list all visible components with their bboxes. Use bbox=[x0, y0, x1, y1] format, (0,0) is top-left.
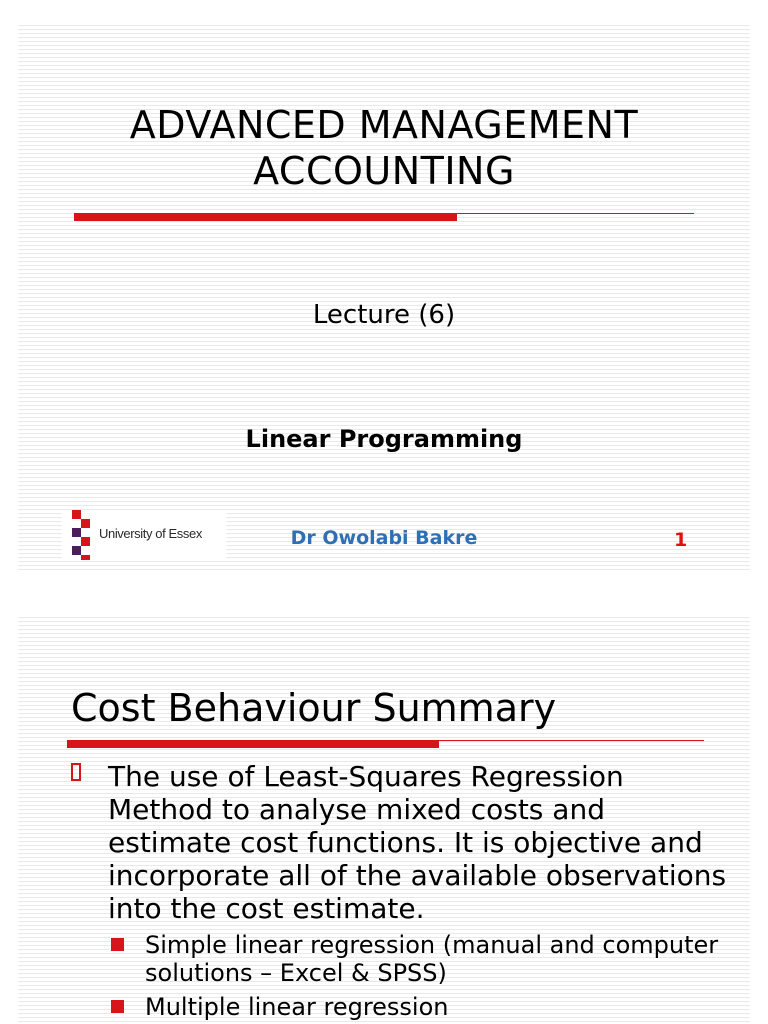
bullet-list bbox=[71, 760, 731, 1021]
list-item bbox=[71, 760, 731, 925]
sub-bullet-text: Simple linear regression (manual and computer solutions – Excel & SPSS) bbox=[145, 931, 719, 987]
title-line-2: ACCOUNTING bbox=[253, 149, 515, 193]
author-name: Dr Owolabi Bakre bbox=[290, 527, 478, 549]
slide-title bbox=[18, 102, 750, 194]
logo-square bbox=[81, 555, 90, 560]
bullet-text: The use of Least-Squares Regression Method to analyse mixed costs and estimate cost functions. It is objective and incorporate all of the available observations into the cost estimate. bbox=[108, 760, 727, 925]
title-underline-thick bbox=[67, 740, 439, 748]
logo-square bbox=[72, 510, 81, 519]
square-bullet-icon bbox=[111, 1000, 124, 1013]
sub-list-item bbox=[71, 993, 731, 1021]
title-slide bbox=[18, 22, 750, 572]
logo-text: University of Essex bbox=[99, 526, 202, 541]
title-underline-thick bbox=[74, 213, 457, 221]
lecture-number: Lecture (6) bbox=[312, 300, 456, 330]
bullet-box-icon bbox=[71, 763, 81, 781]
title-line-1: ADVANCED MANAGEMENT bbox=[129, 103, 639, 147]
content-slide bbox=[18, 614, 750, 1024]
lecture-topic: Linear Programming bbox=[245, 425, 523, 453]
page-number: 1 bbox=[674, 529, 688, 551]
square-bullet-icon bbox=[111, 938, 124, 951]
sub-bullet-text: Multiple linear regression bbox=[145, 993, 449, 1021]
slide-title: Cost Behaviour Summary bbox=[71, 686, 557, 730]
sub-list-item bbox=[71, 931, 731, 987]
